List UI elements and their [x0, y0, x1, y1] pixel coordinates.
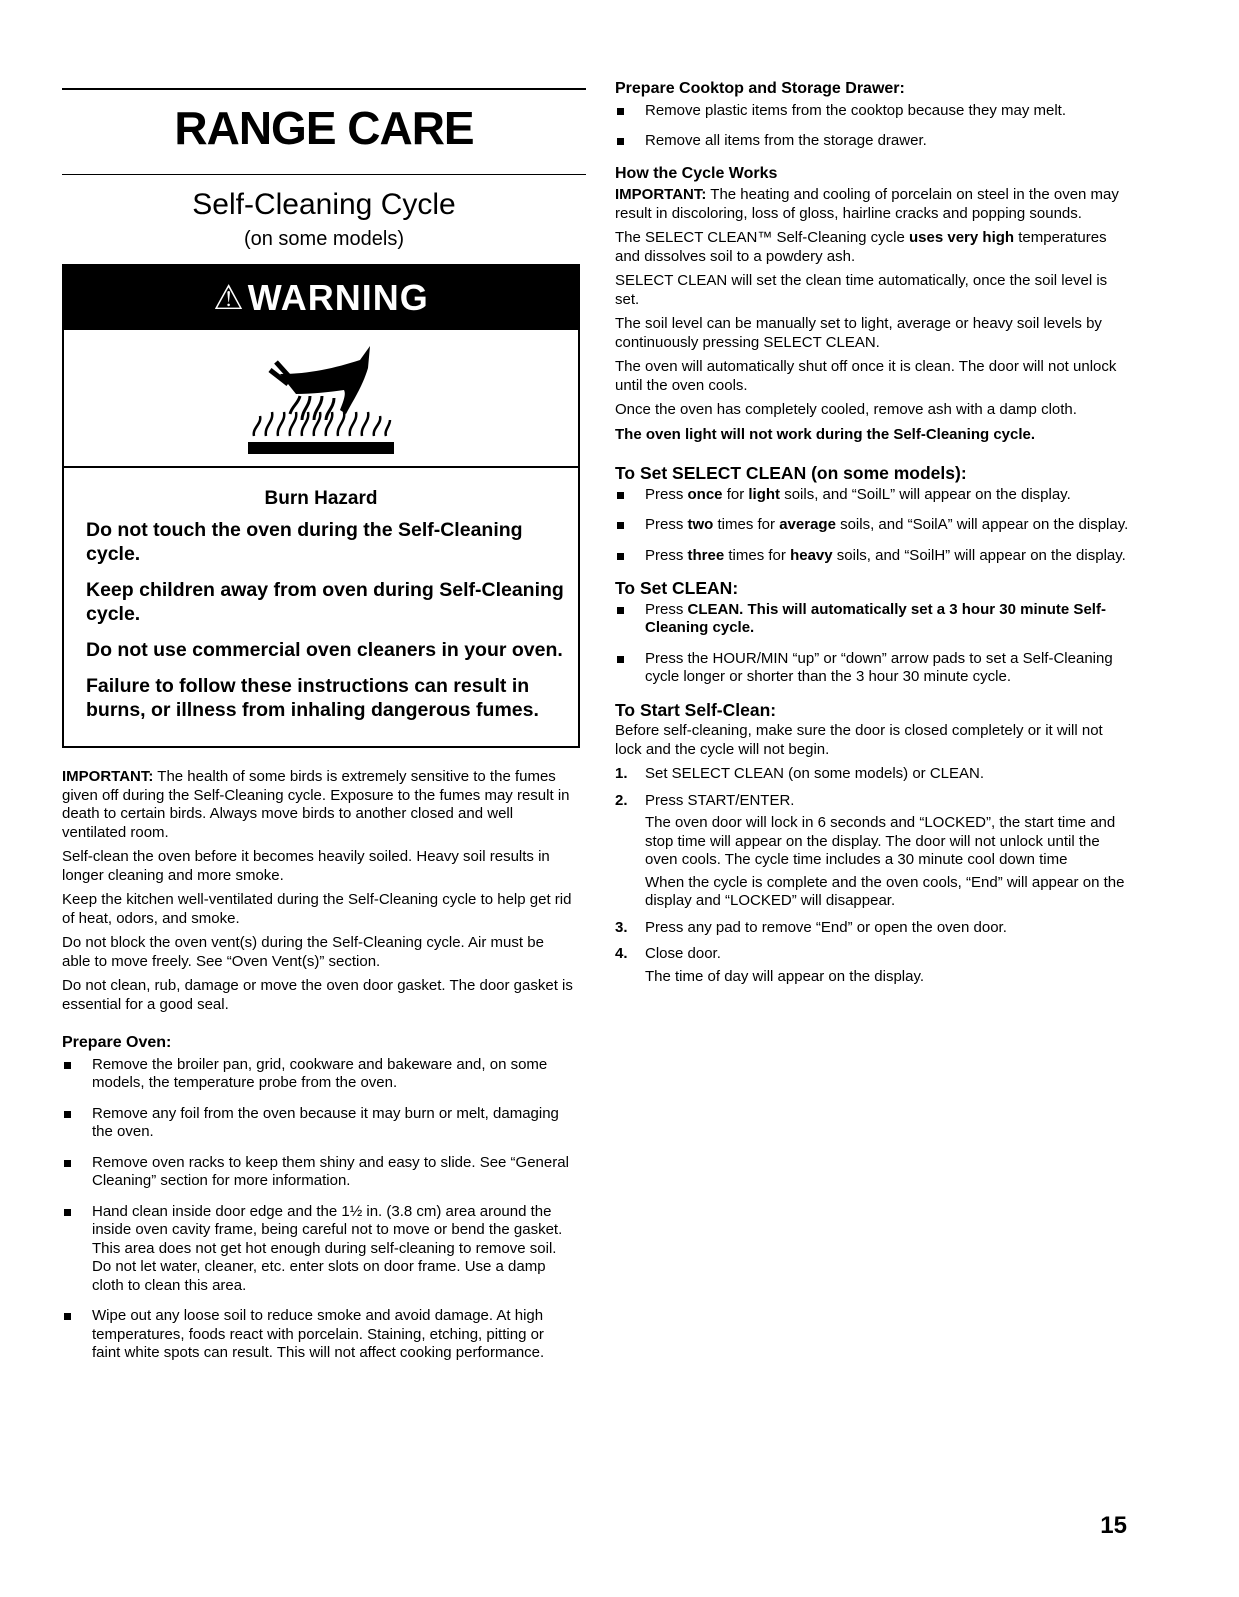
step-text: Close door.	[645, 945, 721, 962]
warning-triangle-icon: ⚠	[213, 279, 244, 317]
paragraph: Do not clean, rub, damage or move the oven door gasket. The door gasket is essential for a good seal.	[62, 977, 573, 1013]
list-item: Remove the broiler pan, grid, cookware and bakeware and, on some models, the temperature probe from the oven.	[62, 1056, 574, 1093]
text: Press	[645, 546, 688, 564]
bold-text: light	[748, 485, 781, 503]
list-item	[615, 547, 1130, 566]
warning-divider	[64, 466, 578, 468]
list-item: Hand clean inside door edge and the 1½ in. (3.8 cm) area around the inside oven cavity frame, being careful not to move or bend the gasket. This area does not get hot enough during self-cleaning to remove soil. Do not let water, cleaner, etc. enter slots on door frame. Use a damp cloth to clean this area.	[62, 1203, 574, 1296]
start-steps	[615, 765, 1130, 986]
step-number: 4.	[615, 945, 628, 962]
paragraph: Once the oven has completely cooled, remove ash with a damp cloth.	[615, 401, 1077, 418]
section-note: (on some models)	[243, 228, 405, 250]
important-paragraph	[62, 768, 574, 842]
how-important	[615, 186, 1130, 223]
bold-text: average	[779, 516, 836, 533]
list-item	[615, 601, 1130, 638]
text: Press	[645, 600, 688, 618]
text: temperatures and dissolves soil to a powdery ash.	[615, 229, 1107, 265]
section-title: Self-Cleaning Cycle	[192, 188, 456, 221]
page-title: RANGE CARE	[174, 102, 474, 154]
important-text: The heating and cooling of porcelain on steel in the oven may result in discoloring, loss of gloss, hairline cracks and popping sounds.	[615, 186, 1119, 222]
title-rule-top	[62, 88, 586, 90]
step-item	[615, 945, 1130, 986]
right-body	[615, 80, 1130, 994]
list-item: Wipe out any loose soil to reduce smoke and avoid damage. At high temperatures, foods react with porcelain. Staining, etching, pitting or faint white spots can result. This will not affect cooking performance.	[62, 1307, 574, 1363]
paragraph: SELECT CLEAN will set the clean time automatically, once the soil level is set.	[615, 272, 1108, 308]
text: times for	[713, 516, 780, 533]
step-note: The oven door will lock in 6 seconds and “LOCKED”, the start time and stop time will appear on the display. The door will not unlock until the oven cools. The cycle time includes a 30 minute cool down time	[645, 814, 1116, 868]
set-clean-list	[615, 601, 1130, 687]
bold-paragraph: The oven light will not work during the Self-Cleaning cycle.	[615, 425, 1036, 443]
step-text: Set SELECT CLEAN (on some models) or CLEAN.	[645, 765, 985, 782]
text: times for	[724, 546, 791, 564]
select-clean-heading: To Set SELECT CLEAN (on some models):	[615, 463, 967, 483]
warning-line: Keep children away from oven during Self-Cleaning cycle.	[86, 579, 564, 625]
step-number: 3.	[615, 918, 628, 936]
warning-label: WARNING	[247, 277, 429, 318]
step-note: When the cycle is complete and the oven cools, “End” will appear on the display and “LOCKED” will disappear.	[645, 873, 1125, 909]
list-item: Remove oven racks to keep them shiny and easy to slide. See “General Cleaning” section for more information.	[62, 1154, 574, 1191]
step-text: Press START/ENTER.	[645, 791, 795, 809]
how-heading: How the Cycle Works	[615, 164, 778, 182]
page-number: 15	[1100, 1512, 1127, 1539]
bold-text: CLEAN. This will automatically set a 3 hour 30 minute Self-Cleaning cycle.	[645, 600, 1106, 636]
start-heading: To Start Self-Clean:	[615, 699, 777, 720]
warning-banner	[64, 266, 578, 330]
list-item: Remove all items from the storage drawer.	[615, 132, 1130, 151]
select-clean-list	[615, 486, 1130, 566]
text: Press	[645, 516, 688, 533]
bold-text: uses very high	[909, 229, 1015, 246]
paragraph: The oven will automatically shut off once it is clean. The door will not unlock until the oven cools.	[615, 358, 1117, 394]
text: soils, and “SoilA” will appear on the display.	[835, 516, 1129, 533]
step-item	[615, 765, 1130, 784]
list-item: Remove plastic items from the cooktop because they may melt.	[615, 102, 1130, 121]
bold-text: once	[687, 485, 723, 503]
step-note: The time of day will appear on the display.	[645, 967, 925, 985]
cooktop-heading: Prepare Cooktop and Storage Drawer:	[615, 80, 905, 97]
paragraph: Self-clean the oven before it becomes heavily soiled. Heavy soil results in longer cleaning and more smoke.	[62, 848, 550, 884]
warning-line: Failure to follow these instructions can result in burns, or illness from inhaling dangerous fumes.	[86, 675, 539, 721]
paragraph: The soil level can be manually set to light, average or heavy soil levels by continuously pressing SELECT CLEAN.	[615, 315, 1102, 351]
list-item	[615, 516, 1130, 535]
warning-lines	[86, 518, 568, 734]
set-clean-heading: To Set CLEAN:	[615, 578, 739, 598]
list-item: Press the HOUR/MIN “up” or “down” arrow pads to set a Self-Cleaning cycle longer or shorter than the 3 hour 30 minute cycle.	[615, 650, 1130, 687]
text: The SELECT CLEAN™ Self-Cleaning cycle	[615, 229, 910, 246]
step-number: 2.	[615, 791, 628, 809]
title-rule-bottom	[62, 174, 586, 175]
bold-text: three	[687, 546, 725, 564]
warning-line: Do not use commercial oven cleaners in your oven.	[86, 639, 563, 661]
text: for	[722, 485, 749, 503]
start-intro: Before self-cleaning, make sure the door is closed completely or it will not lock and the cycle will not begin.	[615, 722, 1103, 758]
paragraph	[615, 229, 1130, 266]
paragraph: Do not block the oven vent(s) during the Self-Cleaning cycle. Air must be able to move freely. See “Oven Vent(s)” section.	[62, 934, 544, 970]
text: soils, and “SoilL” will appear on the display.	[780, 485, 1071, 503]
step-item	[615, 792, 1130, 911]
hazard-name: Burn Hazard	[264, 488, 378, 509]
text: Press	[645, 485, 688, 503]
step-text: Press any pad to remove “End” or open the oven door.	[645, 918, 1007, 936]
important-text: The health of some birds is extremely sensitive to the fumes given off during the Self-Cleaning cycle. Exposure to the fumes may result in death to certain birds. Always move birds to another closed and well ventilated room.	[62, 768, 570, 841]
important-label: IMPORTANT:	[62, 768, 154, 785]
text: soils, and “SoilH” will appear on the display.	[832, 546, 1126, 564]
prepare-oven-heading: Prepare Oven:	[62, 1034, 172, 1051]
important-label: IMPORTANT:	[615, 186, 707, 203]
prepare-oven-list	[62, 1056, 574, 1363]
bold-text: heavy	[790, 546, 833, 564]
cooktop-list	[615, 102, 1130, 151]
burn-hazard-icon	[240, 340, 400, 458]
list-item	[615, 486, 1130, 505]
step-number: 1.	[615, 765, 628, 782]
warning-line: Do not touch the oven during the Self-Cleaning cycle.	[86, 519, 523, 565]
warning-box	[62, 264, 580, 748]
bold-text: two	[687, 516, 714, 533]
step-item	[615, 919, 1130, 938]
paragraph: Keep the kitchen well-ventilated during the Self-Cleaning cycle to help get rid of heat, odors, and smoke.	[62, 891, 572, 927]
left-body	[62, 768, 574, 1375]
list-item: Remove any foil from the oven because it may burn or melt, damaging the oven.	[62, 1105, 574, 1142]
